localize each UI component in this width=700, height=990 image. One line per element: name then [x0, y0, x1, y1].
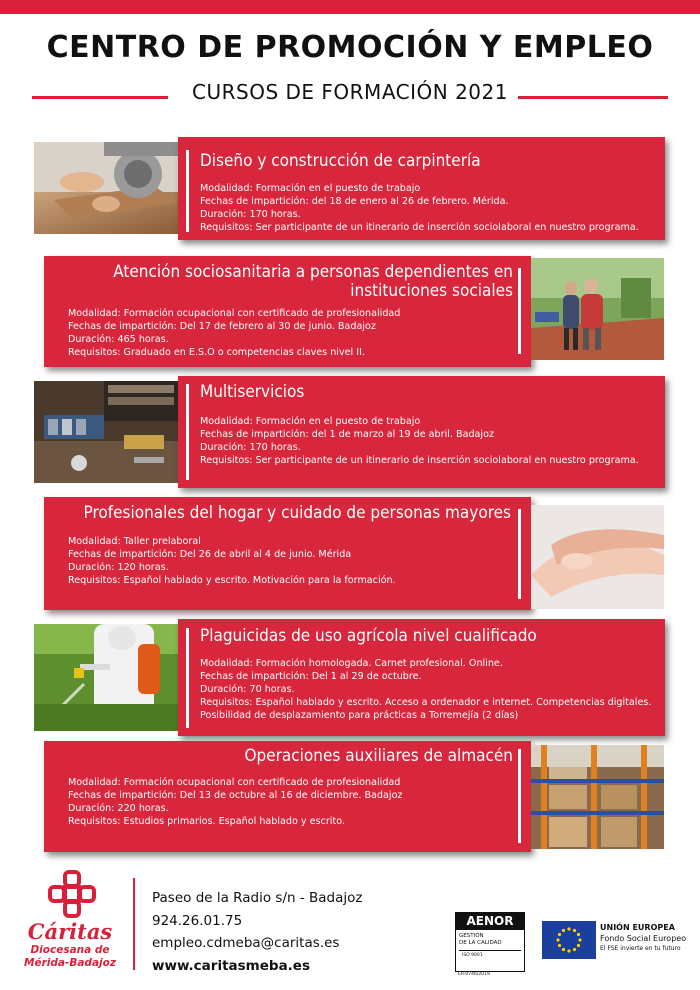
- course-title: Plaguicidas de uso agrícola nivel cualificado: [200, 626, 537, 646]
- hands-photo: [531, 505, 664, 609]
- course-card-hogar: [44, 497, 531, 610]
- course-duracion: Duración: 120 horas.: [68, 562, 169, 573]
- aenor-brand: AENOR: [456, 913, 524, 930]
- course-title: Multiservicios: [200, 382, 305, 402]
- course-title: Diseño y construcción de carpintería: [200, 151, 481, 171]
- contact-address: Paseo de la Radio s/n - Badajoz: [152, 890, 363, 906]
- course-requisitos: Requisitos: Español hablado y escrito. Motivación para la formación.: [68, 575, 396, 586]
- course-title: Profesionales del hogar y cuidado de personas mayores: [83, 503, 511, 523]
- course-info: [200, 415, 639, 467]
- course-info: [200, 182, 639, 234]
- course-extra: Posibilidad de desplazamiento para prácticas a Torremejía (2 días): [200, 710, 519, 721]
- course-modalidad: Modalidad: Formación en el puesto de trabajo: [200, 183, 421, 194]
- course-requisitos: Requisitos: Ser participante de un itinerario de inserción sociolaboral en nuestro programa.: [200, 222, 639, 233]
- course-card-multiservicios: [178, 376, 665, 488]
- aenor-certification-badge: [455, 912, 525, 972]
- course-modalidad: Modalidad: Taller prelaboral: [68, 536, 201, 547]
- course-modalidad: Modalidad: Formación ocupacional con certificado de profesionalidad: [68, 308, 401, 319]
- contact-phone: 924.26.01.75: [152, 912, 243, 929]
- eu-title: UNIÓN EUROPEA: [600, 923, 675, 932]
- course-fechas: Fechas de impartición: Del 17 de febrero al 30 de junio. Badajoz: [68, 321, 376, 332]
- caritas-cross-logo: [48, 870, 96, 918]
- card-accent-bar: [518, 268, 521, 354]
- course-card-carpinteria: [178, 137, 665, 240]
- eu-fund: Fondo Social Europeo: [600, 934, 687, 943]
- course-info: [68, 776, 402, 828]
- pesticides-photo: [34, 624, 178, 731]
- eu-flag-icon: [542, 921, 596, 959]
- course-fechas: Fechas de impartición: Del 1 al 29 de octubre.: [200, 671, 422, 682]
- course-title-line2: instituciones sociales: [350, 281, 513, 301]
- footer-divider: [133, 878, 135, 970]
- course-info: [200, 657, 651, 722]
- course-requisitos: Requisitos: Ser participante de un itinerario de inserción sociolaboral en nuestro programa.: [200, 455, 639, 466]
- course-fechas: Fechas de impartición: del 18 de enero al 26 de febrero. Mérida.: [200, 196, 509, 207]
- aenor-iso: ISO 9001: [459, 950, 521, 960]
- course-fechas: Fechas de impartición: Del 13 de octubre al 16 de diciembre. Badajoz: [68, 790, 403, 801]
- elderly-care-photo: [531, 258, 664, 360]
- org-name: Cáritas: [27, 919, 113, 944]
- aenor-line1: GESTIÓN: [459, 933, 484, 939]
- eu-motto: El FSE invierte en tu futuro: [600, 945, 681, 952]
- tools-photo: [34, 381, 178, 483]
- subtitle-row: [30, 80, 670, 104]
- warehouse-photo: [531, 745, 664, 849]
- contact-email[interactable]: empleo.cdmeba@caritas.es: [152, 935, 340, 951]
- course-duracion: Duración: 70 horas.: [200, 684, 295, 695]
- course-duracion: Duración: 465 horas.: [68, 334, 169, 345]
- card-accent-bar: [518, 749, 521, 843]
- org-subtitle: [14, 944, 126, 970]
- org-subtitle-line2: Mérida-Badajoz: [24, 957, 116, 969]
- course-title: Operaciones auxiliares de almacén: [244, 746, 513, 766]
- page-title: CENTRO DE PROMOCIÓN Y EMPLEO: [46, 30, 654, 65]
- top-red-bar: [0, 0, 700, 14]
- course-info: [68, 535, 396, 587]
- card-accent-bar: [518, 509, 521, 599]
- card-accent-bar: [186, 150, 189, 232]
- org-subtitle-line1: Diocesana de: [30, 944, 110, 956]
- course-info: [68, 307, 400, 359]
- course-fechas: Fechas de impartición: Del 26 de abril al 4 de junio. Mérida: [68, 549, 352, 560]
- course-card-almacen: [44, 741, 531, 852]
- course-card-plaguicidas: [178, 619, 665, 736]
- course-requisitos: Requisitos: Español hablado y escrito. Acceso a ordenador e internet. Competencias digitales.: [200, 697, 652, 708]
- course-requisitos: Requisitos: Graduado en E.S.O o competencias claves nivel II.: [68, 347, 365, 358]
- contact-web[interactable]: www.caritasmeba.es: [152, 957, 310, 974]
- aenor-line2: DE LA CALIDAD: [459, 940, 502, 946]
- course-modalidad: Modalidad: Formación homologada. Carnet profesional. Online.: [200, 658, 503, 669]
- aenor-text: [456, 930, 524, 947]
- course-modalidad: Modalidad: Formación en el puesto de trabajo: [200, 416, 421, 427]
- course-title-line1: Atención sociosanitaria a personas dependientes en: [113, 262, 513, 282]
- course-card-sociosanitaria: [44, 256, 531, 367]
- course-requisitos: Requisitos: Estudios primarios. Español hablado y escrito.: [68, 816, 345, 827]
- course-duracion: Duración: 170 horas.: [200, 209, 301, 220]
- page-subtitle: CURSOS DE FORMACIÓN 2021: [192, 80, 508, 104]
- card-accent-bar: [186, 384, 189, 480]
- aenor-code: ER-0746/2019: [458, 972, 490, 977]
- course-duracion: Duración: 170 horas.: [200, 442, 301, 453]
- subtitle-right-rule: [518, 96, 668, 99]
- carpentry-photo: [34, 142, 178, 234]
- card-accent-bar: [186, 628, 189, 728]
- course-modalidad: Modalidad: Formación ocupacional con certificado de profesionalidad: [68, 777, 401, 788]
- eu-funding-text: [600, 922, 686, 954]
- contact-block: [152, 887, 362, 977]
- course-duracion: Duración: 220 horas.: [68, 803, 169, 814]
- course-fechas: Fechas de impartición: del 1 de marzo al 19 de abril. Badajoz: [200, 429, 495, 440]
